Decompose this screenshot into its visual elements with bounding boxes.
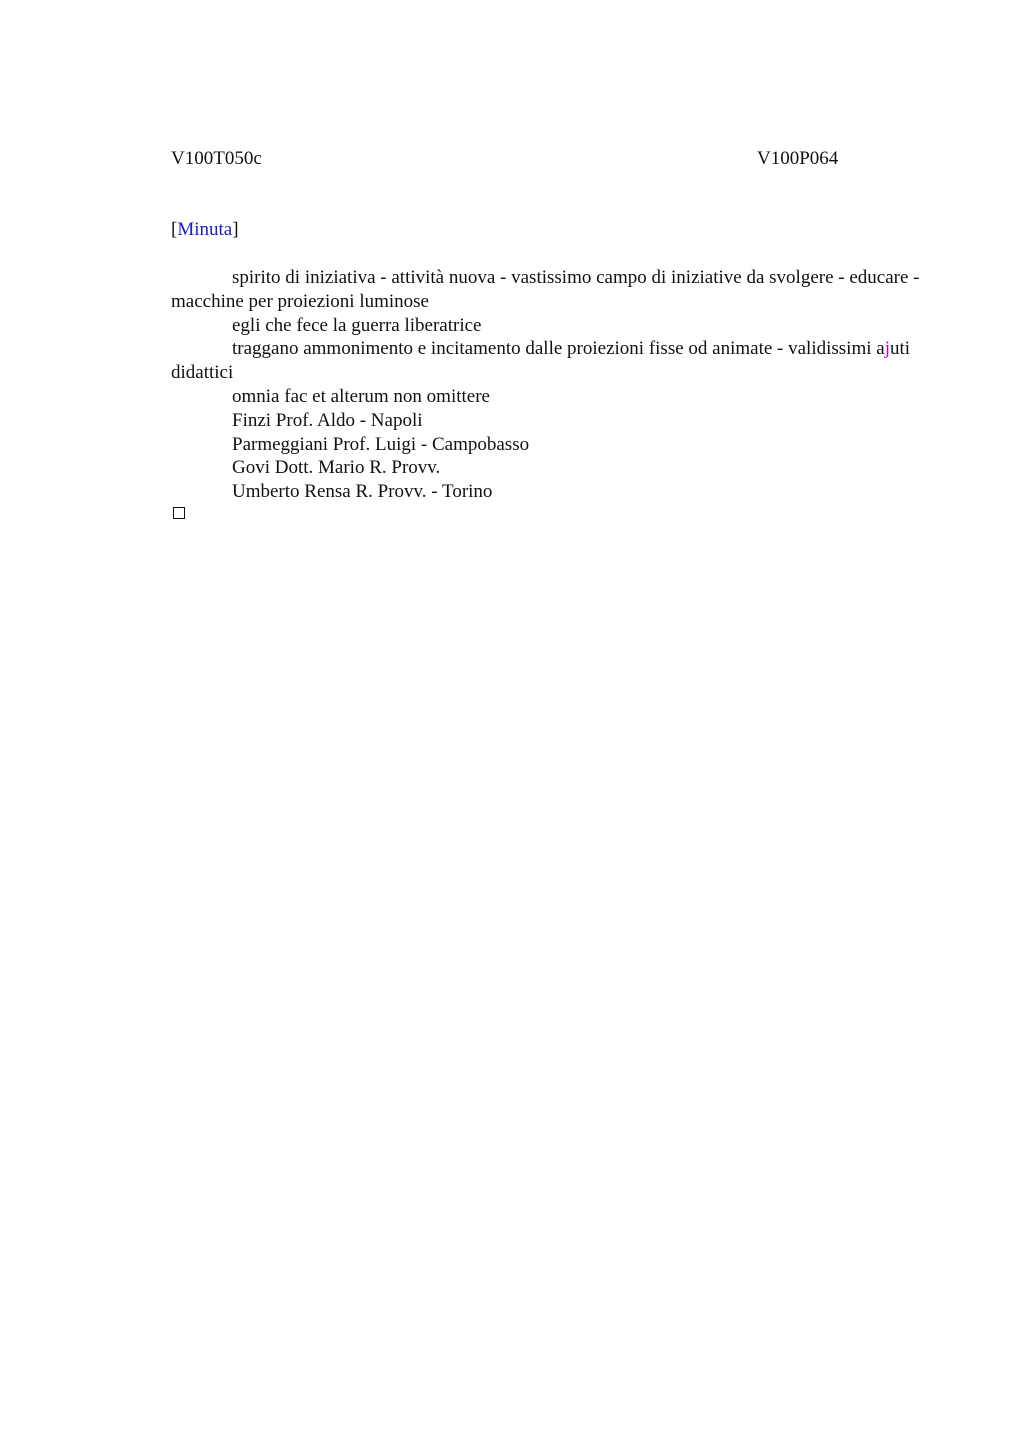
minuta-label: Minuta [177,219,233,240]
paragraph: egli che fece la guerra liberatrice [232,314,482,336]
paragraph-with-highlight [171,337,941,385]
name-entry: Parmeggiani Prof. Luigi - Campobasso [232,433,530,455]
paragraph-text: traggano ammonimento e incitamento dalle proiezioni fisse od animate - validissimi a [232,338,885,360]
empty-square-icon [173,507,185,519]
name-entry: Govi Dott. Mario R. Provv. [232,457,441,479]
paragraph-text: uti didattici [171,338,911,384]
document-type-label [171,218,239,241]
document-body [171,266,941,504]
highlighted-letter: j [884,338,890,360]
open-bracket: [ [171,219,178,240]
paragraph: spirito di iniziativa - attività nuova - vastissimo campo di iniziative da svolgere - educare - macchine per proiezioni luminose [171,267,920,312]
document-code-right: V100P064 [757,148,839,169]
document-code-left: V100T050c [171,148,262,169]
name-entry: Umberto Rensa R. Provv. - Torino [232,481,493,503]
close-bracket: ] [232,219,239,240]
name-entry: Finzi Prof. Aldo - Napoli [232,409,423,431]
paragraph: omnia fac et alterum non omittere [232,385,490,407]
